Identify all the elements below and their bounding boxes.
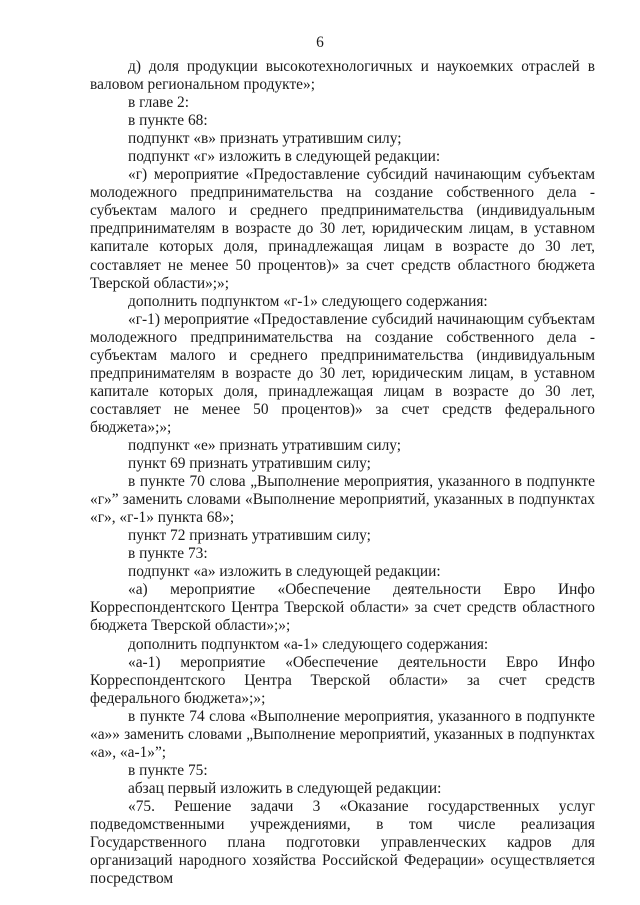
paragraph: подпункт «в» признать утратившим силу; bbox=[128, 130, 402, 148]
paragraph: «г-1) мероприятие «Предоставление субсидий начинающим субъектам молодежного предпринимательства на создание собственного дела - субъектам малого и среднего предпринимательства (индивидуальным предпринимателям в возрасте до 30 лет, юридическим лицам, в уставном капитале которых доля, принадлежащая лицам в возрасте до 30 лет, составляет не менее 50 процентов)» за счет средств федерального бюджета»;»; bbox=[90, 310, 595, 436]
paragraph: подпункт «е» признать утратившим силу; bbox=[128, 436, 402, 454]
page-number: 6 bbox=[316, 34, 324, 51]
paragraph: дополнить подпунктом «а-1» следующего содержания: bbox=[128, 635, 489, 653]
paragraph: в пункте 74 слова «Выполнение мероприятия, указанного в подпункте «а»» заменить словами „Выполнение мероприятий, указанных в подпунктах «а», «а-1»”; bbox=[90, 707, 595, 761]
paragraph: «75. Решение задачи 3 «Оказание государственных услуг подведомственными учреждениями, в том числе реализация Государственного плана подготовки управленческих кадров для организаций народного хозяйства Российской Федерации» осуществляется посредством bbox=[90, 797, 595, 888]
paragraph: подпункт «г» изложить в следующей редакции: bbox=[128, 148, 441, 166]
paragraph: дополнить подпунктом «г-1» следующего содержания: bbox=[128, 292, 488, 310]
paragraph: в пункте 68: bbox=[128, 112, 208, 130]
paragraph: в пункте 70 слова „Выполнение мероприятия, указанного в подпункте «г»” заменить словами «Выполнение мероприятий, указанных в подпунктах «г», «г-1» пункта 68»; bbox=[90, 473, 595, 527]
paragraph: в пункте 75: bbox=[128, 761, 208, 779]
paragraph: «а-1) мероприятие «Обеспечение деятельности Евро Инфо Корреспондентского Центра Тверской области» за счет средств федерального бюджета»;»; bbox=[90, 653, 595, 707]
paragraph: подпункт «а» изложить в следующей редакции: bbox=[128, 563, 441, 581]
paragraph: в пункте 73: bbox=[128, 545, 208, 563]
paragraph: пункт 69 признать утратившим силу; bbox=[128, 455, 371, 473]
paragraph: «а) мероприятие «Обеспечение деятельности Евро Инфо Корреспондентского Центра Тверской области» за счет средств областного бюджета Тверской области»;»; bbox=[90, 581, 595, 635]
document-body bbox=[90, 58, 595, 888]
paragraph: пункт 72 признать утратившим силу; bbox=[128, 527, 371, 545]
paragraph: в главе 2: bbox=[128, 94, 189, 112]
paragraph: абзац первый изложить в следующей редакции: bbox=[128, 779, 442, 797]
paragraph: д) доля продукции высокотехнологичных и наукоемких отраслей в валовом региональном продукте»; bbox=[90, 58, 595, 94]
paragraph: «г) мероприятие «Предоставление субсидий начинающим субъектам молодежного предпринимательства на создание собственного дела - субъектам малого и среднего предпринимательства (индивидуальным предпринимателям в возрасте до 30 лет, юридическим лицам, в уставном капитале которых доля, принадлежащая лицам в возрасте до 30 лет, составляет не менее 50 процентов)» за счет средств областного бюджета Тверской области»;»; bbox=[90, 166, 595, 292]
